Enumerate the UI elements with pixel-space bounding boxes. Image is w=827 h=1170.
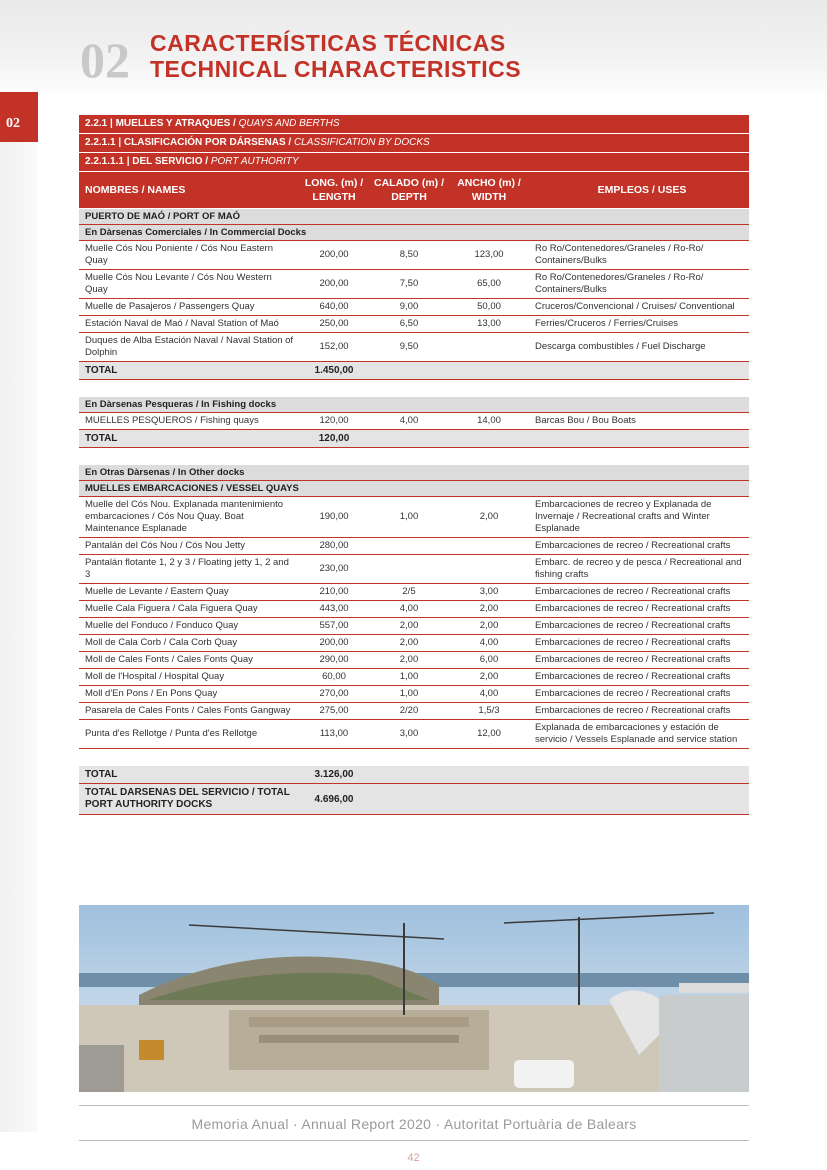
row-width: 4,00 [479,637,499,648]
row-use: Embarcaciones de recreo / Recreational crafts [535,671,731,682]
table-row [79,669,749,686]
section-header-1 [79,115,749,133]
row-name: Estación Naval de Maó / Naval Station of Maó [85,318,279,329]
fishing-total-label: TOTAL [85,433,118,444]
row-length: 270,00 [319,688,349,699]
row-width: 6,00 [479,654,499,665]
row-name: Muelle Cala Figuera / Cala Figuera Quay [85,603,258,614]
row-width: 50,00 [477,301,501,312]
table-row [79,555,749,584]
footer-rule-bottom [79,1140,749,1141]
section-header-1-en: QUAYS AND BERTHS [238,118,340,129]
commercial-total-label: TOTAL [85,365,118,376]
column-header-names: NOMBRES / NAMES [85,184,186,196]
row-width: 65,00 [477,278,501,289]
section-header-3 [79,153,749,171]
row-use: Embarcaciones de recreo / Recreational crafts [535,540,731,551]
section-header-1-es: 2.2.1 | MUELLES Y ATRAQUES / [85,118,239,129]
row-length: 210,00 [319,586,349,597]
row-width: 4,00 [479,688,499,699]
row-depth: 1,00 [399,671,419,682]
spacer [79,448,749,465]
row-depth: 6,50 [399,318,419,329]
row-width: 14,00 [477,415,501,426]
other-total-row [79,766,749,784]
port-construction-photo [79,905,749,1092]
footer-rule-top [79,1105,749,1106]
table-row [79,316,749,333]
port-title: PUERTO DE MAÓ / PORT OF MAÓ [79,209,749,225]
row-length: 113,00 [319,728,349,739]
fishing-total-value: 120,00 [318,433,350,444]
commercial-total-row [79,362,749,380]
other-subtitle: MUELLES EMBARCACIONES / VESSEL QUAYS [79,481,749,497]
row-name: Duques de Alba Estación Naval / Naval Station of Dolphin [85,335,294,358]
row-length: 640,00 [319,301,349,312]
row-depth: 9,00 [399,301,419,312]
row-length: 250,00 [319,318,349,329]
row-length: 230,00 [319,563,349,574]
grand-total-value: 4.696,00 [314,793,354,805]
table-row [79,299,749,316]
row-depth: 1,00 [399,511,419,522]
table-row [79,720,749,749]
row-length: 190,00 [319,511,349,522]
page-title-es: CARACTERÍSTICAS TÉCNICAS [150,30,506,56]
row-name: Pasarela de Cales Fonts / Cales Fonts Gangway [85,705,291,716]
grand-total-label: TOTAL DARSENAS DEL SERVICIO / TOTAL PORT AUTHORITY DOCKS [85,787,290,810]
row-length: 557,00 [319,620,349,631]
row-width: 2,00 [479,511,499,522]
row-name: Moll de l'Hospital / Hospital Quay [85,671,225,682]
row-name: Muelle del Fonduco / Fonduco Quay [85,620,239,631]
fishing-total-row [79,430,749,448]
spacer [79,749,749,766]
row-name: Moll d'En Pons / En Pons Quay [85,688,218,699]
row-use: Embarcaciones de recreo / Recreational crafts [535,637,731,648]
section-header-2-es: 2.2.1.1 | CLASIFICACIÓN POR DÁRSENAS / [85,137,294,148]
row-length: 200,00 [319,278,349,289]
row-length: 120,00 [319,415,349,426]
row-length: 275,00 [319,705,349,716]
section-header-2-en: CLASSIFICATION BY DOCKS [293,137,430,148]
side-tab [0,92,38,1132]
row-use: Cruceros/Convencional / Cruises/ Conventional [535,301,735,312]
row-name: Muelle de Levante / Eastern Quay [85,586,229,597]
table-row [79,686,749,703]
table-row [79,270,749,299]
port-construction-photo-graphic [79,905,749,1092]
table-row [79,601,749,618]
row-depth: 2,00 [399,654,419,665]
table-row [79,618,749,635]
chapter-number: 02 [80,32,130,88]
other-rows [79,497,749,749]
row-name: Muelle de Pasajeros / Passengers Quay [85,301,255,312]
page-title-en: TECHNICAL CHARACTERISTICS [150,56,522,82]
row-use: Ro Ro/Contenedores/Graneles / Ro-Ro/ Containers/Bulks [535,272,704,295]
row-width: 2,00 [479,603,499,614]
row-name: Pantalán flotante 1, 2 y 3 / Floating jetty 1, 2 and 3 [85,557,289,580]
column-header-row [79,172,749,208]
row-depth: 1,00 [399,688,419,699]
table-row [79,538,749,555]
column-header-depth: CALADO (m) / DEPTH [374,177,444,203]
row-use: Explanada de embarcaciones y estación de servicio / Vessels Esplanade and service station [535,722,738,745]
row-use: Descarga combustibles / Fuel Discharge [535,341,706,352]
row-depth: 3,00 [399,728,419,739]
side-tab-number: 02 [6,116,20,131]
row-depth: 9,50 [399,341,419,352]
row-width: 1,5/3 [478,705,500,716]
fishing-rows [79,413,749,430]
row-use: Barcas Bou / Bou Boats [535,415,636,426]
row-length: 60,00 [322,671,346,682]
row-use: Ro Ro/Contenedores/Graneles / Ro-Ro/ Containers/Bulks [535,243,704,266]
row-use: Embarc. de recreo y de pesca / Recreational and fishing crafts [535,557,742,580]
row-name: Punta d'es Rellotge / Punta d'es Rellotge [85,728,258,739]
column-header-width: ANCHO (m) / WIDTH [457,177,521,203]
table-row [79,413,749,430]
footer-text: Memoria Anual · Annual Report 2020 · Autoritat Portuària de Balears [191,1116,637,1132]
row-use: Embarcaciones de recreo / Recreational crafts [535,654,731,665]
row-use: Embarcaciones de recreo / Recreational crafts [535,620,731,631]
row-name: Moll de Cales Fonts / Cales Fonts Quay [85,654,253,665]
row-use: Embarcaciones de recreo y Explanada de Invernaje / Recreational crafts and Winter Esplanade [535,499,712,534]
other-total-value: 3.126,00 [314,769,354,780]
other-total-label: TOTAL [85,769,118,780]
row-depth: 2/5 [402,586,416,597]
spacer [79,380,749,397]
row-depth: 2,00 [399,620,419,631]
column-header-uses: EMPLEOS / USES [597,184,687,196]
row-width: 123,00 [474,249,504,260]
row-depth: 4,00 [399,603,419,614]
section-header-3-en: PORT AUTHORITY [210,156,299,167]
row-width: 2,00 [479,620,499,631]
row-depth: 4,00 [399,415,419,426]
row-name: MUELLES PESQUEROS / Fishing quays [85,415,259,426]
row-name: Pantalán del Cós Nou / Cós Nou Jetty [85,540,246,551]
row-name: Muelle Cós Nou Levante / Cós Nou Western Quay [85,272,272,295]
table-row [79,333,749,362]
row-width: 3,00 [479,586,499,597]
commercial-rows [79,241,749,362]
row-depth: 7,50 [399,278,419,289]
column-header-length: LONG. (m) / LENGTH [304,177,364,203]
row-use: Embarcaciones de recreo / Recreational crafts [535,705,731,716]
quays-table [79,115,749,815]
row-use: Embarcaciones de recreo / Recreational crafts [535,586,731,597]
row-length: 443,00 [319,603,349,614]
row-name: Muelle del Cós Nou. Explanada mantenimiento embarcaciones / Cós Nou Quay. Boat Maintenance Esplanade [85,499,284,534]
row-width: 12,00 [477,728,501,739]
fishing-title: En Dàrsenas Pesqueras / In Fishing docks [79,397,749,413]
table-row [79,497,749,538]
row-use: Ferries/Cruceros / Ferries/Cruises [535,318,679,329]
row-length: 280,00 [319,540,349,551]
table-row [79,652,749,669]
section-header-3-es: 2.2.1.1.1 | DEL SERVICIO / [85,156,211,167]
other-title: En Otras Dàrsenas / In Other docks [79,465,749,481]
commercial-title: En Dàrsenas Comerciales / In Commercial Docks [79,225,749,241]
row-depth: 8,50 [399,249,419,260]
section-header-2 [79,134,749,152]
grand-total-row [79,784,749,815]
row-use: Embarcaciones de recreo / Recreational crafts [535,688,731,699]
row-length: 200,00 [319,637,349,648]
row-width: 2,00 [479,671,499,682]
row-name: Moll de Cala Corb / Cala Corb Quay [85,637,238,648]
row-depth: 2,00 [399,637,419,648]
row-length: 200,00 [319,249,349,260]
row-use: Embarcaciones de recreo / Recreational crafts [535,603,731,614]
row-width: 13,00 [477,318,501,329]
page-number: 42 [407,1152,420,1164]
row-length: 152,00 [319,341,349,352]
commercial-total-value: 1.450,00 [314,365,354,376]
table-row [79,241,749,270]
row-name: Muelle Cós Nou Poniente / Cós Nou Eastern Quay [85,243,273,266]
row-length: 290,00 [319,654,349,665]
row-depth: 2/20 [399,705,419,716]
table-row [79,703,749,720]
table-row [79,635,749,652]
table-row [79,584,749,601]
